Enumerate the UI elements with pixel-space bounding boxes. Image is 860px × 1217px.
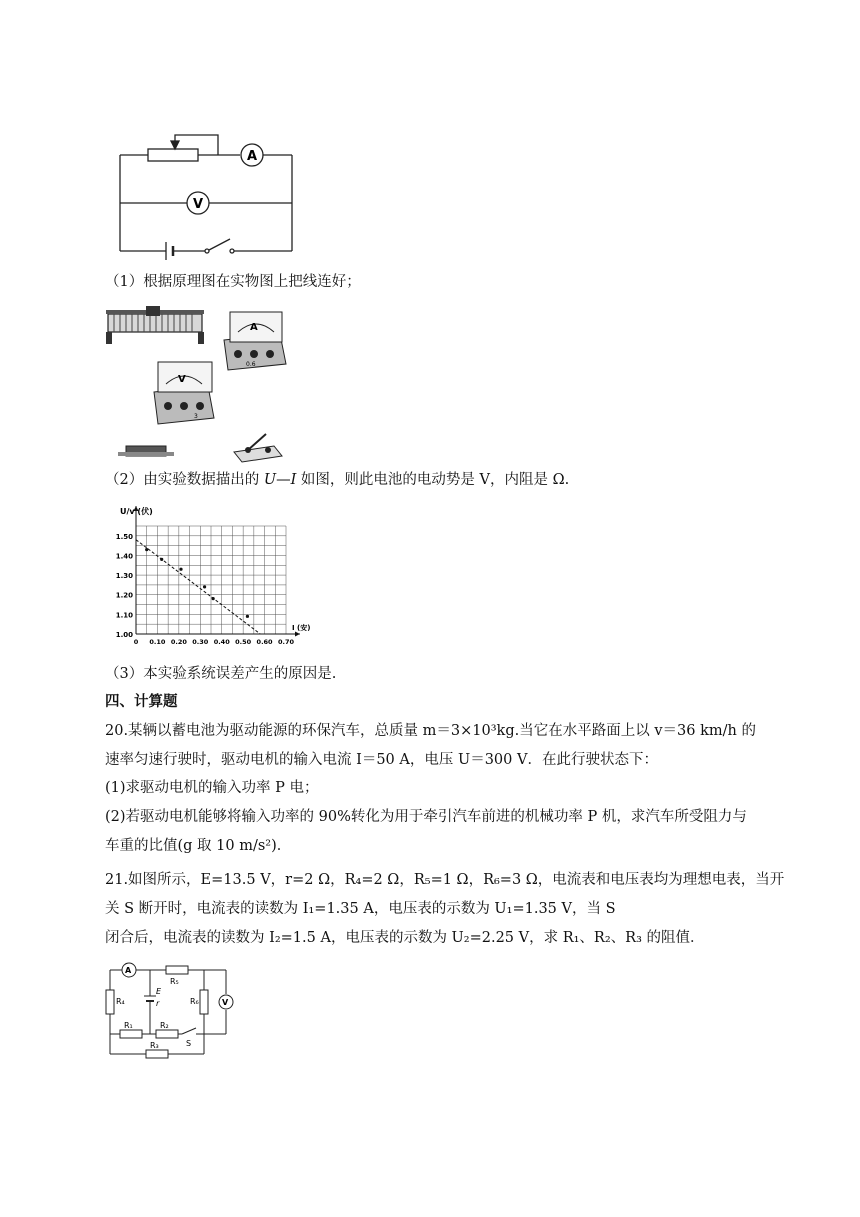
section-4-title: 四、计算题 [105,694,178,710]
x-tick-label: 0 [133,638,139,646]
y-tick-label: 1.10 [115,611,133,620]
switch-picture [234,434,282,462]
data-point [246,615,249,618]
q19-part2: （2）由实验数据描出的 U—I 如图，则此电池的电动势是 V，内阻是 Ω. [105,472,570,488]
y-tick-label: 1.40 [115,552,133,561]
x-tick-label: 0.20 [170,638,187,646]
q20-line4: (2)若驱动电机能够将输入功率的 90%转化为用于牵引汽车前进的机械功率 P 机，求汽车所受阻力与 [105,809,747,825]
data-point [160,558,163,561]
battery-picture [118,446,174,456]
fit-line [136,540,260,634]
y-tick-label: 1.50 [115,532,133,541]
q20-line5: 车重的比值(g 取 10 m/s²)． [105,838,292,854]
x-tick-label: 0.10 [149,638,166,646]
q21-line2: 关 S 断开时，电流表的读数为 I₁=1.35 A，电压表的示数为 U₁=1.35 V，当 S [105,901,616,917]
q21-line3: 闭合后，电流表的读数为 I₂=1.5 A，电压表的示数为 U₂=2.25 V，求 R₁、R₂、R₃ 的阻值． [105,930,705,946]
x-axis-label: I (安) [292,624,311,632]
q21-line1: 21.如图所示，E=13.5 V，r=2 Ω，R₄=2 Ω，R₅=1 Ω，R₆=3 Ω，电流表和电压表均为理想电表，当开 [105,872,785,888]
q19-voltmeter-symbol-label: V [193,197,204,212]
voltmeter-picture-range: 3 [194,413,198,420]
q21-r5-label: R₅ [170,977,179,986]
ammeter-picture-label: A [250,322,258,333]
data-point [179,568,182,571]
data-point [203,585,206,588]
ammeter-picture-range: 0.6 [246,361,256,368]
apparatus-illustration [104,300,304,465]
q21-r1-label: R₁ [124,1021,133,1030]
x-tick-label: 0.30 [192,638,209,646]
ui-chart [108,502,318,654]
q20-line2: 速率匀速行驶时，驱动电机的输入电流 I＝50 A，电压 U＝300 V．在此行驶状态下： [105,752,658,768]
q21-voltmeter-label: V [222,998,229,1007]
voltmeter-picture-label: V [178,374,186,385]
rheostat-picture [106,306,204,344]
x-axis-arrow [295,632,300,637]
q21-s-label: S [186,1039,192,1048]
q21-r3-label: R₃ [150,1041,159,1050]
q19-part3: （3）本实验系统误差产生的原因是. [105,666,337,682]
x-tick-label: 0.70 [277,638,295,646]
q19-circuit-diagram [110,125,310,260]
q21-circuit-diagram [104,960,244,1064]
q19-part1: （1）根据原理图在实物图上把线连好； [105,274,361,290]
q21-ammeter-label: A [125,966,132,975]
ammeter-picture [224,312,286,370]
q21-r4-label: R₄ [116,997,125,1006]
y-tick-label: 1.20 [115,591,133,600]
q20-line3: (1)求驱动电机的输入功率 P 电； [105,780,319,796]
y-tick-label: 1.30 [115,572,133,581]
q19-ammeter-symbol-label: A [247,149,258,164]
x-tick-label: 0.60 [256,638,273,646]
q21-r-label: r [156,999,160,1008]
data-point [145,548,148,551]
y-axis-label: U/v (伏) [120,507,153,516]
data-point [212,597,215,600]
x-tick-label: 0.50 [235,638,252,646]
q21-e-label: E [156,987,162,996]
x-tick-label: 0.40 [213,638,230,646]
voltmeter-picture [154,362,214,424]
q20-line1: 20.某辆以蓄电池为驱动能源的环保汽车，总质量 m＝3×10³kg.当它在水平路面上以 v＝36 km/h 的 [105,723,756,739]
q21-r6-label: R₆ [190,997,199,1006]
q21-r2-label: R₂ [160,1021,169,1030]
y-tick-label: 1.00 [115,631,133,639]
